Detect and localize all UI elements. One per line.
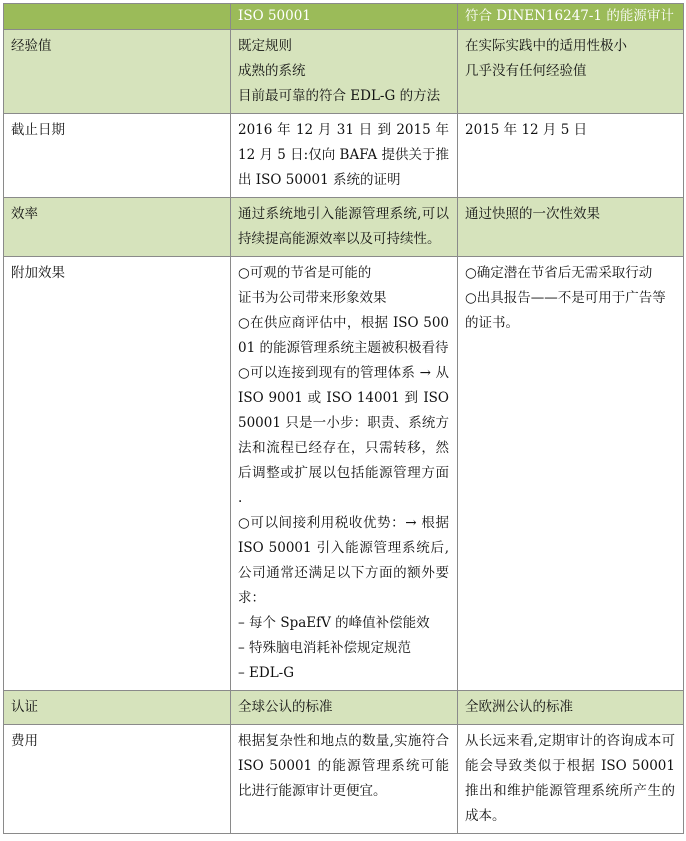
header-cell-energy-audit: 符合 DINEN16247-1 的能源审计 (458, 4, 684, 30)
row-cell-iso (231, 30, 458, 114)
cell-line: ○确定潜在节省后无需采取行动 (465, 265, 653, 281)
row-cell-audit (458, 257, 684, 691)
cell-line: 既定规则 (238, 38, 292, 54)
table-row-deadline (4, 114, 684, 198)
cell-line: – 每个 SpaEfV 的峰值补偿能效 (238, 615, 430, 631)
row-label: 费用 (4, 725, 231, 834)
cell-line: ○在供应商评估中，根据 ISO 50001 的能源管理系统主题被积极看待 (238, 315, 449, 356)
header-cell-empty (4, 4, 231, 30)
cell-line: 目前最可靠的符合 EDL-G 的方法 (238, 88, 441, 104)
cell-line: – EDL-G (238, 665, 295, 681)
cell-line: 成熟的系统 (238, 63, 306, 79)
header-row (4, 4, 684, 30)
cell-line: ○出具报告——不是可用于广告等的证书。 (465, 290, 666, 331)
row-cell-audit: 全欧洲公认的标准 (458, 691, 684, 725)
row-cell-iso (231, 257, 458, 691)
comparison-table (3, 3, 684, 834)
cell-line: 几乎没有任何经验值 (465, 63, 587, 79)
row-cell-audit: 2015 年 12 月 5 日 (458, 114, 684, 198)
row-cell-iso: 2016 年 12 月 31 日 到 2015 年 12 月 5 日:仅向 BAFA 提供关于推出 ISO 50001 系统的证明 (231, 114, 458, 198)
cell-line: ○可观的节省是可能的 (238, 265, 372, 281)
row-cell-audit (458, 30, 684, 114)
row-label: 效率 (4, 198, 231, 257)
table-row-experience (4, 30, 684, 114)
cell-line: ○可以连接到现有的管理体系 → 从 ISO 9001 或 ISO 14001 到 ISO 50001 只是一小步：职责、系统方法和流程已经存在，只需转移，然后调整或扩展以包括能源管理方面 . (238, 365, 449, 506)
cell-line: 证书为公司带来形象效果 (238, 290, 387, 306)
table-row-efficiency (4, 198, 684, 257)
row-label: 附加效果 (4, 257, 231, 691)
row-cell-audit: 从长远来看,定期审计的咨询成本可能会导致类似于根据 ISO 50001 推出和维护能源管理系统所产生的成本。 (458, 725, 684, 834)
table-row-certification (4, 691, 684, 725)
cell-line: 在实际实践中的适用性极小 (465, 38, 627, 54)
table-row-additional-effects (4, 257, 684, 691)
row-cell-iso: 通过系统地引入能源管理系统,可以持续提高能源效率以及可持续性。 (231, 198, 458, 257)
table-row-cost (4, 725, 684, 834)
row-cell-iso: 根据复杂性和地点的数量,实施符合 ISO 50001 的能源管理系统可能比进行能源审计更便宜。 (231, 725, 458, 834)
row-label: 截止日期 (4, 114, 231, 198)
header-cell-iso50001: ISO 50001 (231, 4, 458, 30)
cell-line: ○可以间接利用税收优势：→ 根据 ISO 50001 引入能源管理系统后,公司通常还满足以下方面的额外要求： (238, 515, 449, 606)
row-label: 认证 (4, 691, 231, 725)
row-cell-iso: 全球公认的标准 (231, 691, 458, 725)
row-cell-audit: 通过快照的一次性效果 (458, 198, 684, 257)
row-label: 经验值 (4, 30, 231, 114)
cell-line: – 特殊脑电消耗补偿规定规范 (238, 640, 412, 656)
